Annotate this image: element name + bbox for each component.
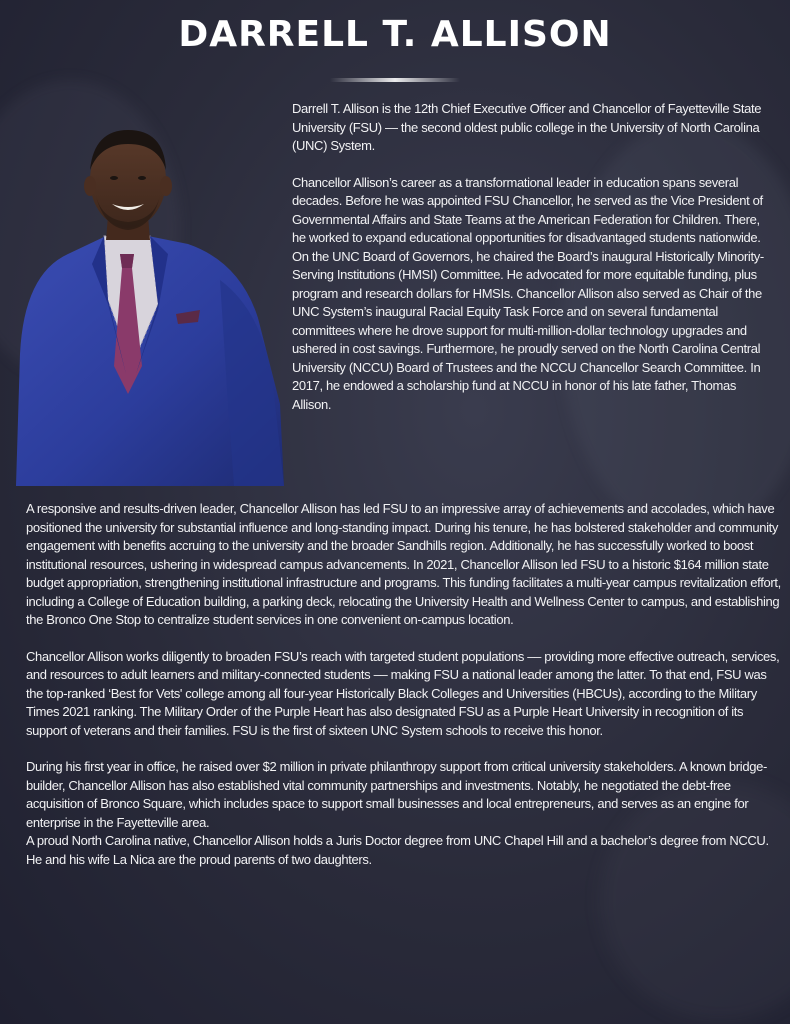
portrait-photo (8, 104, 286, 486)
bio-body (26, 500, 781, 869)
bio-paragraph: Chancellor Allison’s career as a transformational leader in education spans several decades. Before he was appointed FSU Chancellor, he served as the Vice President of Governmental Affairs and State Teams at the American Federation for Children. There, he worked to expand educational opportunities for disadvantaged students nationwide. On the UNC Board of Governors, he chaired the Board’s inaugural Historically Minority-Serving Institutions (HMSI) Committee. He advocated for more equitable funding, plus program and research dollars for HMSIs. Chancellor Allison also served as Chair of the UNC System’s inaugural Racial Equity Task Force and on several fundamental committees where he drove support for multi-million-dollar technology upgrades and ushered in cost savings. Furthermore, he proudly served on the North Carolina Central University (NCCU) Board of Trustees and the NCCU Chancellor Search Committee. In 2017, he endowed a scholarship fund at NCCU in honor of his late father, Thomas Allison. (292, 174, 764, 412)
bio-paragraph: During his first year in office, he raised over $2 million in private philanthropy support from critical university stakeholders. A known bridge-builder, Chancellor Allison has also established vital community partnerships and investments. Notably, he negotiated the debt-free acquisition of Bronco Square, which includes space to support small businesses and local entrepreneurs, and serves as an engine for enterprise in the Fayetteville area. (26, 759, 767, 830)
bio-paragraph: Darrell T. Allison is the 12th Chief Executive Officer and Chancellor of Fayetteville State University (FSU) — the second oldest public college in the University of North Carolina (UNC) System. (292, 101, 762, 153)
title-divider (330, 78, 460, 82)
bio-paragraph: A responsive and results-driven leader, Chancellor Allison has led FSU to an impressive array of achievements and accolades, which have positioned the university for substantial influence and long-standing impact. During his tenure, he has bolstered stakeholder and community engagement with benefits accruing to the university and the broader Sandhills region. Additionally, he has successfully worked to boost institutional resources, ushering in widespread campus advancements. In 2021, Chancellor Allison led FSU to a historic $164 million state budget appropriation, strengthening institutional infrastructure and programs. This funding facilitates a multi-year campus revitalization effort, including a College of Education building, a parking deck, relocating the University Health and Wellness Center to campus, and establishing the Bronco One Stop to centralize student services in one convenient on-campus location. (26, 501, 781, 627)
page-title: DARRELL T. ALLISON (178, 14, 612, 55)
bio-intro (292, 100, 772, 414)
bio-paragraph: A proud North Carolina native, Chancellor Allison holds a Juris Doctor degree from UNC Chapel Hill and a bachelor’s degree from NCCU. He and his wife La Nica are the proud parents of two daughters. (26, 833, 769, 867)
bio-paragraph: Chancellor Allison works diligently to broaden FSU’s reach with targeted student populations –– providing more effective outreach, services, and resources to adult learners and military-connected students –– making FSU a national leader among the latter. To that end, FSU was the top-ranked ‘Best for Vets' college among all four-year Historically Black Colleges and Universities (HBCUs), according to the Military Times 2021 ranking. The Military Order of the Purple Heart has also designated FSU as a Purple Heart University in recognition of its support of veterans and their families. FSU is the first of sixteen UNC System schools to receive this honor. (26, 648, 780, 738)
